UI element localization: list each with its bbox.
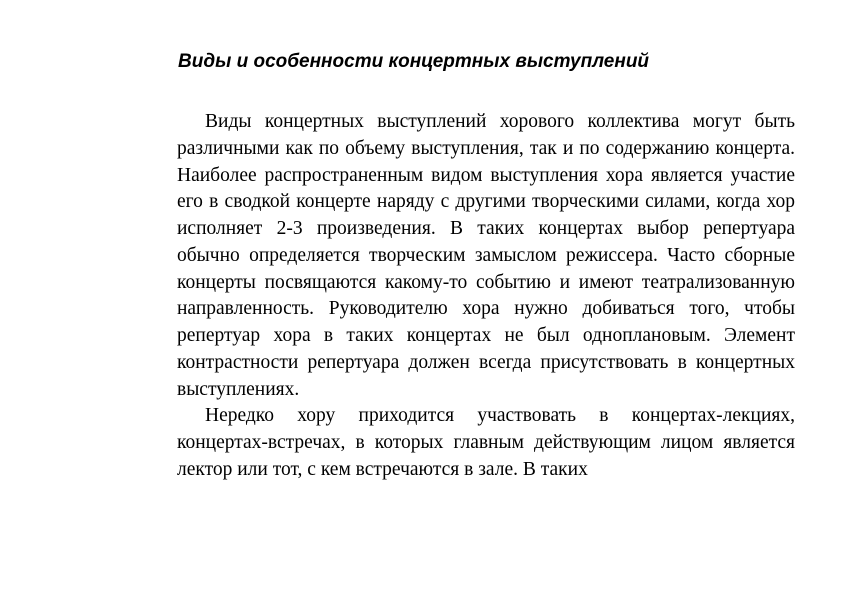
document-body xyxy=(177,109,795,484)
paragraph-2: Нередко хору приходится участвовать в концертах-лекциях, концертах-встречах, в которых главным действующим лицом является лектор или тот, с кем встречаются в зале. В таких xyxy=(177,405,795,480)
document-heading: Виды и особенности концертных выступлений xyxy=(178,51,650,72)
paragraph-1: Виды концертных выступлений хорового коллектива могут быть различными как по объему выступления, так и по содержанию концерта. Наиболее распространенным видом выступления хора является участие его в сводкой концерте наряду с другими творческими силами, когда хор исполняет 2-3 произведения. В таких концертах выбор репертуара обычно определяется творческим замыслом режиссера. Часто сборные концерты посвящаются какому-то событию и имеют театрализованную направленность. Руководителю хора нужно добиваться того, чтобы репертуар хора в таких концертах не был одноплановым. Элемент контрастности репертуара должен всегда присутствовать в концертных выступлениях. xyxy=(177,111,795,400)
